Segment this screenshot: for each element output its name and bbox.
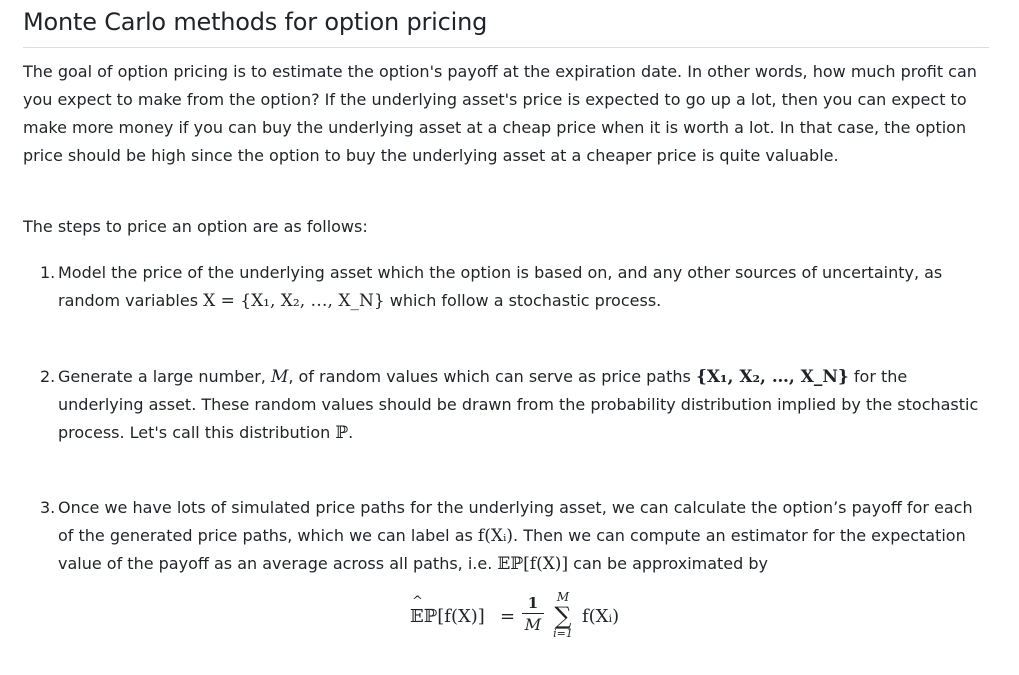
formula-lhs: ^ 𝔼ℙ[f(X)] xyxy=(410,606,485,627)
math-distribution-P: ℙ xyxy=(335,423,349,443)
intro-paragraph: The goal of option pricing is to estimate the option's payoff at the expiration date. In other words, how much profit can you expect to make from the option? If the underlying asset's price is expected to go up a lot, then you can expect to make more money if you can buy the underlying asset at a cheap price when it is worth a lot. In that case, the option price should be high since the option to buy the underlying asset at a cheaper price is quite valuable. xyxy=(23,62,977,165)
estimator-formula xyxy=(400,590,660,660)
step-number: 1. xyxy=(40,263,56,282)
steps-intro: The steps to price an option are as follows: xyxy=(23,217,368,236)
title-divider xyxy=(23,47,989,48)
math-M: M xyxy=(270,367,289,387)
sum-upper-limit: M xyxy=(556,590,570,604)
step-number: 2. xyxy=(40,367,56,386)
page-title: Monte Carlo methods for option pricing xyxy=(23,8,488,36)
fraction-numerator: 1 xyxy=(527,594,539,612)
formula-rhs: f(Xᵢ) xyxy=(582,606,620,627)
step-text: Once we have lots of simulated price paths for the underlying asset, we can calculate the option’s payoff for each of the generated price paths, which we can label as f(Xᵢ). Then we can compute an estimator for the expectation value of the payoff as an average across all paths, i.e. 𝔼ℙ[f(X)] can be approximated by xyxy=(58,498,973,574)
formula-equals: = xyxy=(500,606,516,627)
formula-fraction xyxy=(522,594,544,635)
math-random-variables: X = {X₁, X₂, …, X_N} xyxy=(203,291,385,311)
math-price-paths: {X₁, X₂, …, X_N} xyxy=(695,367,849,387)
step-text: Generate a large number, M, of random values which can serve as price paths {X₁, X₂, …, X_N} for the underlying asset. These random values should be drawn from the probability distribution implied by the stochastic process. Let's call this distribution ℙ. xyxy=(58,367,979,443)
fraction-bar xyxy=(522,613,544,614)
math-expectation: 𝔼ℙ[f(X)] xyxy=(497,554,569,574)
fraction-denominator: M xyxy=(524,615,542,634)
sum-lower-limit: i=1 xyxy=(553,627,573,640)
formula-summation xyxy=(550,590,576,640)
sigma-icon: ∑ xyxy=(554,602,572,630)
step-text: Model the price of the underlying asset which the option is based on, and any other sources of uncertainty, as random variables X = {X₁, X₂, …, X_N} which follow a stochastic process. xyxy=(58,263,943,311)
math-payoff: f(Xᵢ) xyxy=(477,526,514,546)
step-number: 3. xyxy=(40,498,56,517)
